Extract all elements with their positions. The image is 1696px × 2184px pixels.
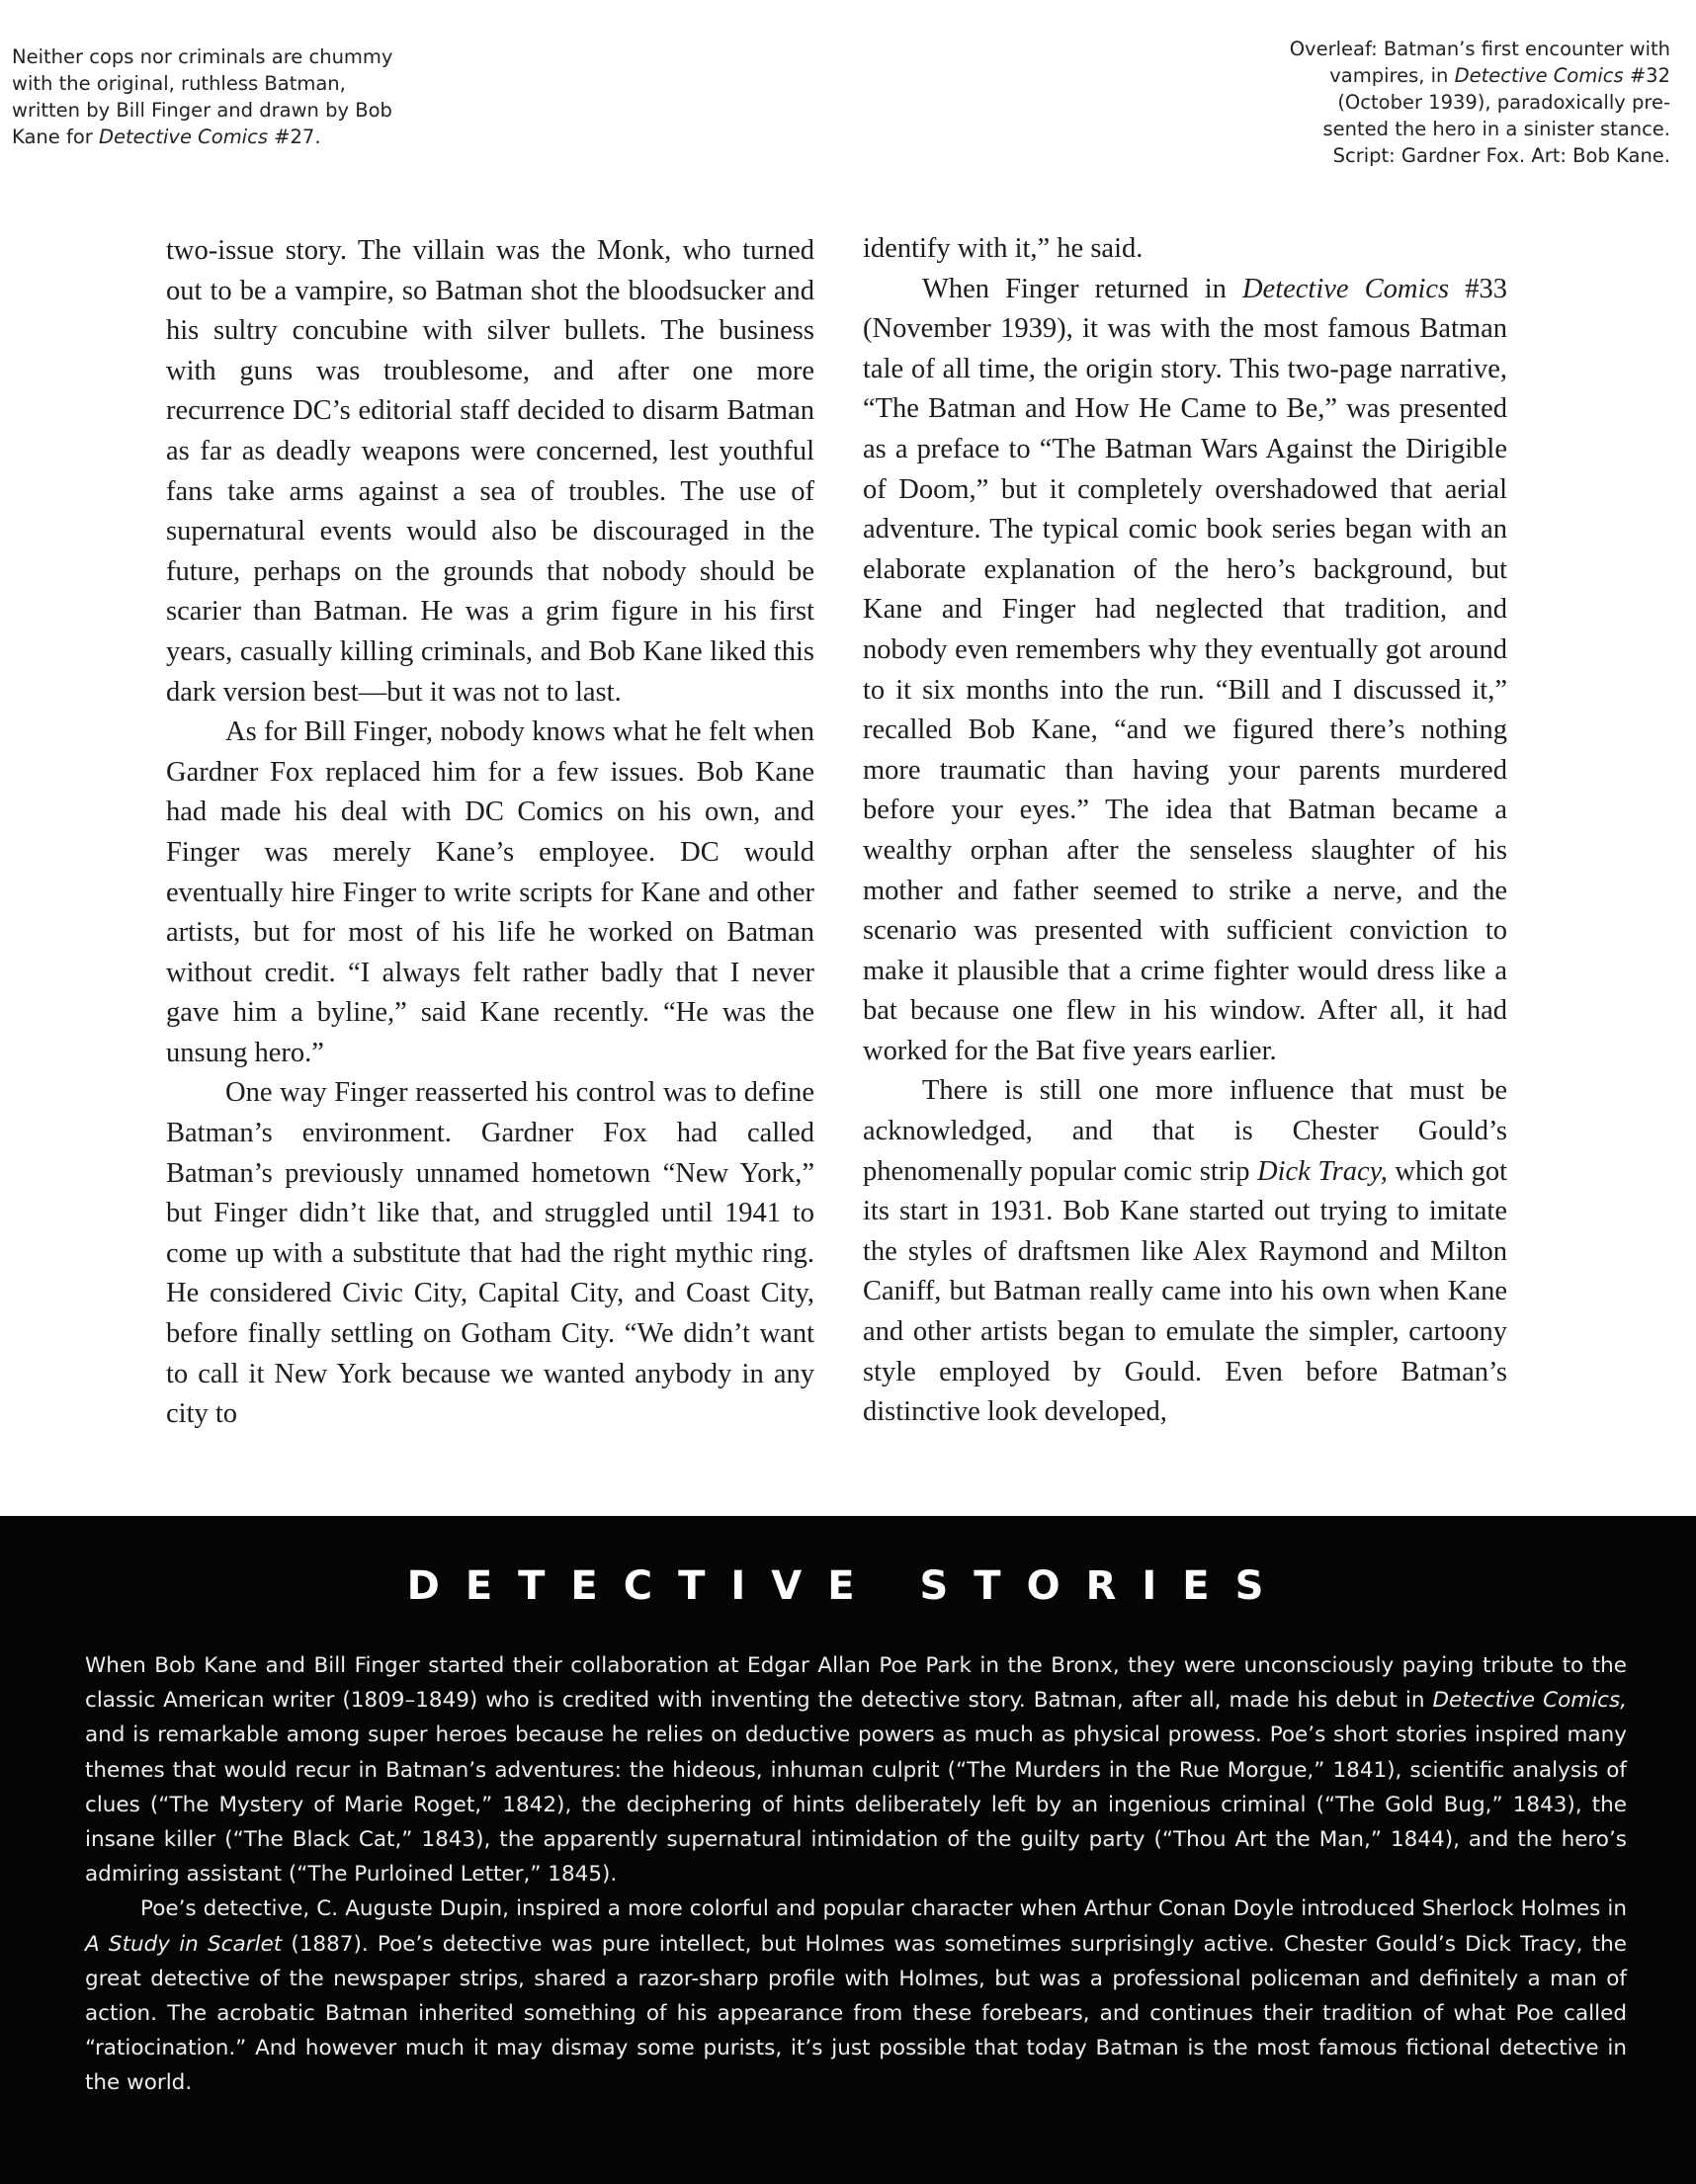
sidebar-title-ref: Detective Comics,: [1432, 1688, 1628, 1714]
sidebar-paragraph: [85, 1891, 1627, 2100]
article-column-left: [166, 231, 814, 1435]
caption-right-line: [1216, 62, 1670, 89]
caption-left-line: Neither cops nor criminals are chummy: [12, 45, 393, 68]
caption-left-title: Detective Comics: [98, 126, 268, 148]
sidebar-text: Poe’s detective, C. Auguste Dupin, inspired a more colorful and popular character when Arthur Conan Doyle introduced Sherlock Holmes in: [140, 1896, 1627, 1922]
caption-left-text: #27.: [267, 126, 321, 148]
caption-right: [1216, 36, 1670, 169]
caption-right-line: (October 1939), paradoxically pre-: [1337, 91, 1670, 114]
caption-left: [12, 43, 447, 150]
article-column-right: [863, 229, 1507, 1433]
sidebar-body: [85, 1648, 1627, 2101]
sidebar-title-ref: A Study in Scarlet: [85, 1931, 283, 1957]
sidebar-text: (1887). Poe’s detective was pure intellect, but Holmes was sometimes surprisingly active. Chester Gould’s Dick Tracy, the great detective of the newspaper strips, shared a razor-sharp profile with Holmes, but was a professional policeman and definitely a man of action. The acrobatic Batman inherited something of his appearance from these forebears, and continues their tradition of what Poe called “ratiocination.” And however much it may dismay some purists, it’s just possible that today Batman is the most famous fictional detective in the world.: [85, 1931, 1627, 2096]
caption-right-text: vampires, in: [1329, 64, 1455, 87]
sidebar-title: DETECTIVE STORIES: [406, 1563, 1290, 1609]
article-text: #33 (November 1939), it was with the most famous Batman tale of all time, the origin story. This two-page narrative, “The Batman and How He Came to Be,” was presented as a preface to “The Batman Wars Against the Dirigible of Doom,” but it completely overshadowed that aerial adventure. The typical comic book series began with an elaborate explanation of the hero’s background, but Kane and Finger had neglected that tradition, and nobody even remembers why they eventually got around to it six months into the run. “Bill and I discussed it,” recalled Bob Kane, “and we figured there’s nothing more traumatic than having your parents murdered before your eyes.” The idea that Batman became a wealthy orphan after the senseless slaughter of his mother and father seemed to strike a nerve, and the scenario was presented with sufficient conviction to make it plausible that a crime fighter would dress like a bat because one flew in his window. After all, it had worked for the Bat five years earlier.: [863, 273, 1508, 1066]
article-paragraph: One way Finger reasserted his control was to define Batman’s environment. Gardner Fox had called Batman’s previously unnamed hometown “New York,” but Finger didn’t like that, and struggled until 1941 to come up with a substitute that had the right mythic ring. He considered Civic City, Capital City, and Coast City, before finally settling on Gotham City. “We didn’t want to call it New York because we wanted anybody in any city to: [166, 1077, 814, 1430]
caption-right-text: #32: [1623, 64, 1670, 87]
article-title: Dick Tracy,: [1257, 1155, 1388, 1187]
caption-right-line: Script: Gardner Fox. Art: Bob Kane.: [1332, 144, 1670, 167]
caption-right-line: Overleaf: Batman’s first encounter with: [1289, 38, 1670, 60]
caption-right-title: Detective Comics: [1454, 64, 1624, 87]
caption-left-line: with the original, ruthless Batman,: [12, 72, 346, 95]
caption-left-line: written by Bill Finger and drawn by Bob: [12, 99, 392, 122]
article-paragraph: two-issue story. The villain was the Monk, who turned out to be a vampire, so Batman shot the bloodsucker and his sultry concubine with silver bullets. The business with guns was troublesome, and after one more recurrence DC’s editorial staff decided to disarm Batman as far as deadly weapons were concerned, lest youthful fans take arms against a sea of troubles. The use of supernatural events would also be discouraged in the future, perhaps on the grounds that nobody should be scarier than Batman. He was a grim figure in his first years, casually killing criminals, and Bob Kane liked this dark version best—but it was not to last.: [166, 235, 814, 708]
caption-right-line: sented the hero in a sinister stance.: [1322, 118, 1670, 140]
sidebar-box: [0, 1516, 1696, 2184]
article-text: There is still one more influence that must be acknowledged, and that is Chester Gould’s phenomenally popular comic strip: [863, 1075, 1507, 1187]
article-paragraph: As for Bill Finger, nobody knows what he felt when Gardner Fox replaced him for a few issues. Bob Kane had made his deal with DC Comics on his own, and Finger was merely Kane’s employee. DC would eventually hire Finger to write scripts for Kane and other artists, but for most of his life he worked on Batman without credit. “I always felt rather badly that I never gave him a byline,” said Kane recently. “He was the unsung hero.”: [166, 716, 814, 1068]
article-paragraph: [863, 270, 1507, 1072]
sidebar-text: When Bob Kane and Bill Finger started their collaboration at Edgar Allan Poe Park in the Bronx, they were unconsciously paying tribute to the classic American writer (1809–1849) who is credited with inventing the detective story. Batman, after all, made his debut in: [85, 1653, 1627, 1714]
article-text: When Finger returned in: [922, 273, 1242, 304]
sidebar-paragraph: [85, 1648, 1627, 1891]
caption-left-line: [12, 124, 447, 150]
article-text: which got its start in 1931. Bob Kane started out trying to imitate the styles of draftsmen like Alex Raymond and Milton Caniff, but Batman really came into his own when Kane and other artists began to emulate the simpler, cartoony style employed by Gould. Even before Batman’s distinctive look developed,: [863, 1155, 1507, 1428]
caption-left-text: Kane for: [12, 126, 99, 148]
article-title: Detective Comics: [1241, 273, 1450, 304]
article-paragraph: [863, 1071, 1507, 1432]
sidebar-text: and is remarkable among super heroes because he relies on deductive powers as much as physical prowess. Poe’s short stories inspired many themes that would recur in Batman’s adventures: the hideous, inhuman culprit (“The Murders in the Rue Morgue,” 1841), scientific analysis of clues (“The Mystery of Marie Roget,” 1842), the deciphering of hints deliberately left by an ingenious criminal (“The Gold Bug,” 1843), the insane killer (“The Black Cat,” 1843), the apparently supernatural intimidation of the guilty party (“Thou Art the Man,” 1844), and the hero’s admiring assistant (“The Purloined Letter,” 1845).: [85, 1722, 1627, 1888]
article-paragraph: identify with it,” he said.: [863, 233, 1144, 264]
